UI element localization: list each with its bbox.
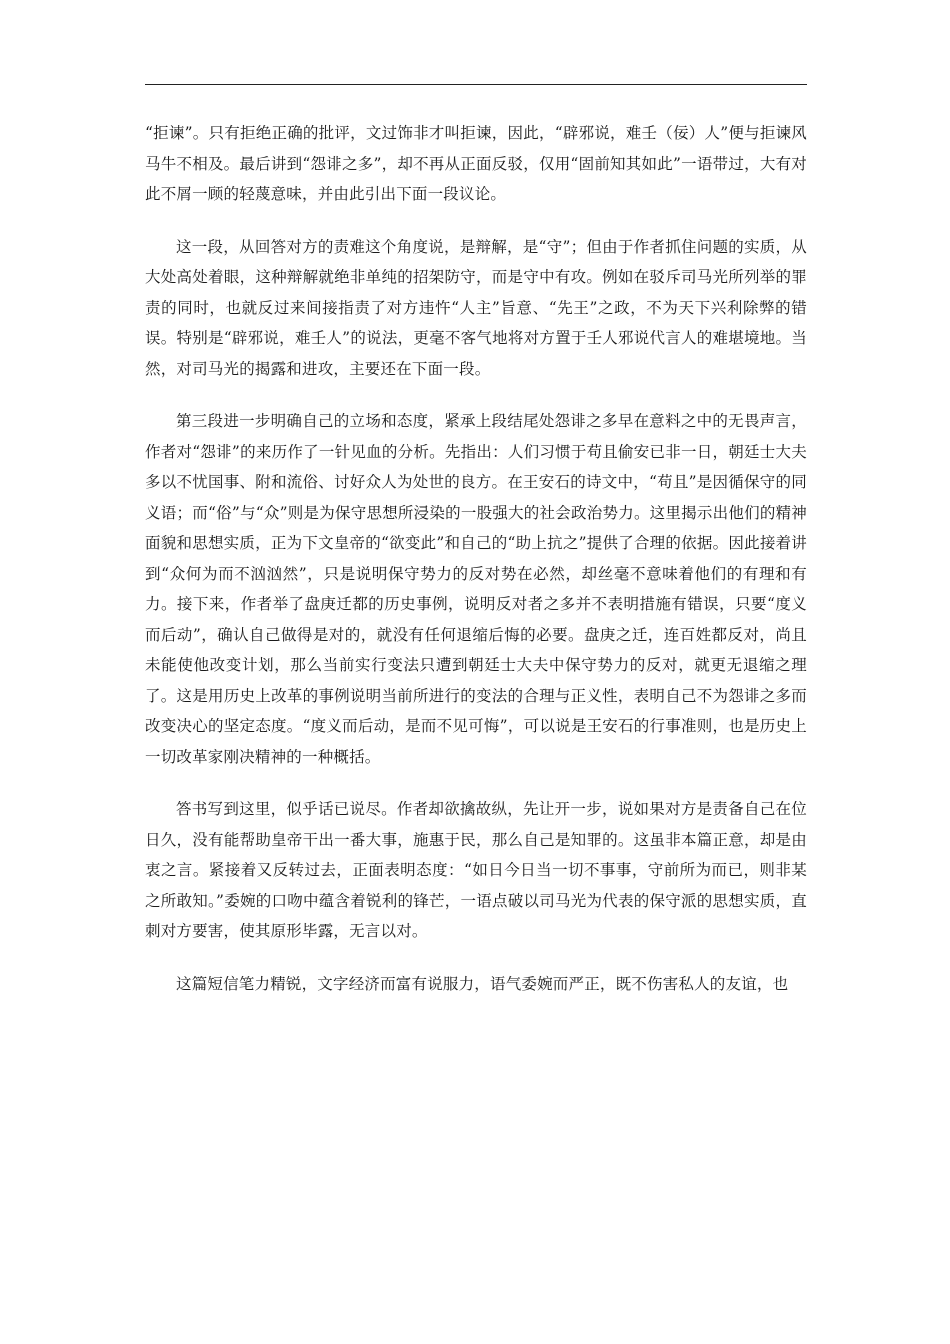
paragraph-reply-conclusion: 答书写到这里，似乎话已说尽。作者却欲擒故纵，先让开一步，说如果对方是责备自己在位日久，没有能帮助皇帝干出一番大事，施惠于民，那么自己是知罪的。这虽非本篇正意，却是由衷之言。紧接着又反转过去，正面表明态度：“如日今日当一切不事事，守前所为而已，则非某之所敢知。”委婉的口吻中蕴含着锐利的锋芒，一语点破以司马光为代表的保守派的思想实质，直刺对方要害，使其原形毕露，无言以对。 xyxy=(145,800,807,940)
paragraph-continuation: “拒谏”。只有拒绝正确的批评，文过饰非才叫拒谏，因此，“辟邪说，难壬（佞）人”便与拒谏风马牛不相及。最后讲到“怨诽之多”，却不再从正面反驳，仅用“固前知其如此”一语带过，大有对此不屑一顾的轻蔑意味，并由此引出下面一段议论。 xyxy=(145,124,807,203)
document-body xyxy=(145,118,807,1021)
paragraph-summary: 这篇短信笔力精锐，文字经济而富有说服力，语气委婉而严正，既不伤害私人的友谊，也 xyxy=(176,974,789,993)
header-rule xyxy=(145,84,807,85)
paragraph-defense-analysis: 这一段，从回答对方的责难这个角度说，是辩解，是“守”；但由于作者抓住问题的实质，从大处高处着眼，这种辩解就绝非单纯的招架防守，而是守中有攻。例如在驳斥司马光所列举的罪责的同时，也就反过来间接指责了对方违忤“人主”旨意、“先王”之政，不为天下兴利除弊的错误。特别是“辟邪说，难壬人”的说法，更毫不客气地将对方置于壬人邪说代言人的难堪境地。当然，对司马光的揭露和进攻，主要还在下面一段。 xyxy=(145,237,807,378)
paragraph-third-section: 第三段进一步明确自己的立场和态度，紧承上段结尾处怨诽之多早在意料之中的无畏声言，作者对“怨诽”的来历作了一针见血的分析。先指出：人们习惯于苟且偷安已非一日，朝廷士大夫多以不忧国事、附和流俗、讨好众人为处世的良方。在王安石的诗文中，“苟且”是因循保守的同义语；而“俗”与“众”则是为保守思想所浸染的一股强大的社会政治势力。这里揭示出他们的精神面貌和思想实质，正为下文皇帝的“欲变此”和自己的“助上抗之”提供了合理的依据。因此接着讲到“众何为而不汹汹然”，只是说明保守势力的反对势在必然，却丝毫不意味着他们的有理和有力。接下来，作者举了盘庚迁都的历史事例，说明反对者之多并不表明措施有错误，只要“度义而后动”，确认自己做得是对的，就没有任何退缩后悔的必要。盘庚之迁，连百姓都反对，尚且未能使他改变计划，那么当前实行变法只遭到朝廷士大夫中保守势力的反对，就更无退缩之理了。这是用历史上改革的事例说明当前所进行的变法的合理与正义性，表明自己不为怨诽之多而改变决心的坚定态度。“度义而后动，是而不见可悔”，可以说是王安石的行事准则，也是历史上一切改革家刚决精神的一种概括。 xyxy=(145,412,807,766)
